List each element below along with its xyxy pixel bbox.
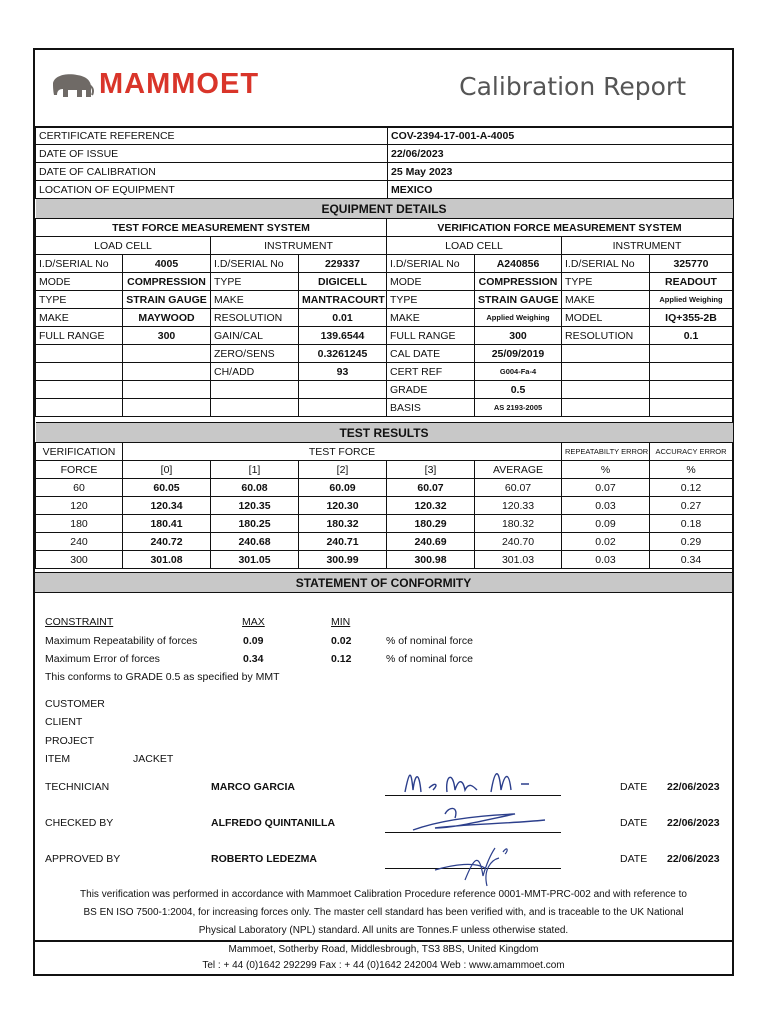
equipment-label: GRADE (387, 381, 475, 399)
equipment-label: MODEL (562, 309, 650, 327)
approved-date: 22/06/2023 (667, 853, 720, 865)
approved-date-label: DATE (620, 853, 648, 865)
test-force-column-header: [3] (387, 461, 475, 479)
equipment-value: MANTRACOURT (299, 291, 387, 309)
load-cell-header: LOAD CELL (387, 237, 562, 255)
test-result-cell: 301.05 (211, 551, 299, 569)
equipment-label: FULL RANGE (36, 327, 123, 345)
test-result-row (36, 515, 733, 533)
test-result-row (36, 533, 733, 551)
equipment-label: CAL DATE (387, 345, 475, 363)
equipment-label (36, 345, 123, 363)
test-force-column-header: AVERAGE (475, 461, 562, 479)
equipment-value: Applied Weighing (475, 309, 562, 327)
procedure-note-line-2: BS EN ISO 7500-1:2004, for increasing forces only. The master cell standard has been verified with, and is traceable to the UK National (83, 907, 684, 918)
test-result-cell: 120.35 (211, 497, 299, 515)
accuracy-percent-header: % (650, 461, 733, 479)
test-force-header: TEST FORCE (123, 443, 562, 461)
equipment-label: MODE (36, 273, 123, 291)
test-result-cell: 301.03 (475, 551, 562, 569)
conformity-statement: This conforms to GRADE 0.5 as specified by MMT (45, 671, 280, 683)
equipment-value: Applied Weighing (650, 291, 733, 309)
equipment-details-title: EQUIPMENT DETAILS (36, 199, 733, 219)
info-value: COV-2394-17-001-A-4005 (388, 127, 733, 145)
equipment-row (36, 345, 733, 363)
info-value: MEXICO (388, 181, 733, 199)
test-result-cell: 300.99 (299, 551, 387, 569)
instrument-header: INSTRUMENT (211, 237, 387, 255)
info-value: 25 May 2023 (388, 163, 733, 181)
test-result-cell: 120.30 (299, 497, 387, 515)
checked-date-label: DATE (620, 817, 648, 829)
test-result-cell: 300.98 (387, 551, 475, 569)
load-cell-header: LOAD CELL (36, 237, 211, 255)
procedure-note-line-1: This verification was performed in accordance with Mammoet Calibration Procedure reference 0001-MMT-PRC-002 and with reference to (80, 889, 687, 900)
equipment-label: MAKE (562, 291, 650, 309)
item-value: JACKET (133, 753, 174, 765)
equipment-value: READOUT (650, 273, 733, 291)
equipment-value: 300 (123, 327, 211, 345)
test-result-cell: 0.34 (650, 551, 733, 569)
verification-header: VERIFICATION (36, 443, 123, 461)
equipment-value (650, 345, 733, 363)
equipment-value: 0.01 (299, 309, 387, 327)
checked-by-role: CHECKED BY (45, 817, 114, 829)
approved-by-name: ROBERTO LEDEZMA (211, 853, 317, 865)
equipment-value (299, 381, 387, 399)
procedure-note-line-3: Physical Laboratory (NPL) standard. All units are Tonnes.F unless otherwise stated. (198, 925, 569, 936)
equipment-label: I.D/SERIAL No (211, 255, 299, 273)
equipment-label: RESOLUTION (562, 327, 650, 345)
test-force-column-header: [2] (299, 461, 387, 479)
test-result-cell: 120.33 (475, 497, 562, 515)
test-result-cell: 0.18 (650, 515, 733, 533)
test-result-cell: 180.32 (299, 515, 387, 533)
technician-signature (395, 762, 555, 802)
test-result-cell: 240.70 (475, 533, 562, 551)
test-result-cell: 240.71 (299, 533, 387, 551)
info-label: CERTIFICATE REFERENCE (36, 127, 388, 145)
technician-date-label: DATE (620, 781, 648, 793)
verification-force-system-title: VERIFICATION FORCE MEASUREMENT SYSTEM (387, 219, 733, 237)
equipment-label (211, 399, 299, 417)
footer-contact: Tel : + 44 (0)1642 292299 Fax : + 44 (0)1642 242004 Web : www.amammoet.com (202, 960, 565, 971)
equipment-row (36, 273, 733, 291)
procedure-note (35, 886, 732, 940)
instrument-header: INSTRUMENT (562, 237, 733, 255)
info-row (36, 181, 733, 199)
equipment-value: IQ+355-2B (650, 309, 733, 327)
checked-date: 22/06/2023 (667, 817, 720, 829)
equipment-value: MAYWOOD (123, 309, 211, 327)
statement-of-conformity-title: STATEMENT OF CONFORMITY (35, 573, 732, 593)
equipment-row (36, 291, 733, 309)
equipment-value (650, 381, 733, 399)
equipment-row (36, 309, 733, 327)
equipment-value: 300 (475, 327, 562, 345)
test-results-table (35, 422, 733, 569)
equipment-label: I.D/SERIAL No (562, 255, 650, 273)
equipment-row (36, 363, 733, 381)
project-label: PROJECT (45, 735, 95, 747)
test-result-cell: 0.03 (562, 551, 650, 569)
info-label: LOCATION OF EQUIPMENT (36, 181, 388, 199)
equipment-value (299, 399, 387, 417)
test-result-cell: 120.34 (123, 497, 211, 515)
error-unit: % of nominal force (386, 653, 473, 665)
equipment-row (36, 381, 733, 399)
force-header: FORCE (36, 461, 123, 479)
test-result-cell: 0.27 (650, 497, 733, 515)
test-result-cell: 180.25 (211, 515, 299, 533)
test-result-cell: 240.69 (387, 533, 475, 551)
test-result-cell: 60.07 (387, 479, 475, 497)
equipment-value (123, 363, 211, 381)
equipment-label: MAKE (36, 309, 123, 327)
equipment-value: 0.5 (475, 381, 562, 399)
test-result-row (36, 551, 733, 569)
test-result-cell: 120 (36, 497, 123, 515)
equipment-value (123, 399, 211, 417)
item-label: ITEM (45, 753, 71, 765)
equipment-label: I.D/SERIAL No (387, 255, 475, 273)
equipment-label: TYPE (36, 291, 123, 309)
equipment-label: MODE (387, 273, 475, 291)
calibration-report-page (33, 48, 734, 976)
report-footer (35, 940, 732, 978)
test-result-cell: 0.29 (650, 533, 733, 551)
report-title: Calibration Report (459, 72, 686, 101)
checked-signature (405, 802, 565, 836)
equipment-row (36, 255, 733, 273)
equipment-value: 4005 (123, 255, 211, 273)
repeatability-max: 0.09 (243, 635, 264, 647)
test-result-cell: 0.12 (650, 479, 733, 497)
equipment-label: RESOLUTION (211, 309, 299, 327)
test-result-cell: 180.32 (475, 515, 562, 533)
equipment-label (36, 399, 123, 417)
test-result-cell: 180 (36, 515, 123, 533)
equipment-label: MAKE (387, 309, 475, 327)
equipment-label: CERT REF (387, 363, 475, 381)
equipment-value: DIGICELL (299, 273, 387, 291)
info-row (36, 127, 733, 145)
test-results-title: TEST RESULTS (36, 423, 733, 443)
test-result-row (36, 497, 733, 515)
equipment-label: I.D/SERIAL No (36, 255, 123, 273)
customer-label: CUSTOMER (45, 698, 105, 710)
certificate-info-table (35, 126, 733, 199)
equipment-label: ZERO/SENS (211, 345, 299, 363)
test-result-cell: 60.08 (211, 479, 299, 497)
equipment-value (123, 381, 211, 399)
test-result-cell: 180.29 (387, 515, 475, 533)
test-result-cell: 60 (36, 479, 123, 497)
error-label: Maximum Error of forces (45, 653, 160, 665)
repeatability-min: 0.02 (331, 635, 352, 647)
test-result-cell: 300 (36, 551, 123, 569)
approved-by-role: APPROVED BY (45, 853, 121, 865)
technician-name: MARCO GARCIA (211, 781, 295, 793)
test-result-cell: 180.41 (123, 515, 211, 533)
equipment-label (36, 363, 123, 381)
equipment-value (650, 363, 733, 381)
equipment-value: A240856 (475, 255, 562, 273)
min-header: MIN (331, 616, 351, 628)
equipment-label: BASIS (387, 399, 475, 417)
test-result-cell: 240.68 (211, 533, 299, 551)
error-min: 0.12 (331, 653, 352, 665)
error-max: 0.34 (243, 653, 264, 665)
repeatability-percent-header: % (562, 461, 650, 479)
mammoth-icon (49, 71, 95, 99)
equipment-value: 229337 (299, 255, 387, 273)
equipment-label: GAIN/CAL (211, 327, 299, 345)
test-result-cell: 301.08 (123, 551, 211, 569)
test-result-cell: 240.72 (123, 533, 211, 551)
equipment-label (562, 381, 650, 399)
equipment-label (211, 381, 299, 399)
technician-date: 22/06/2023 (667, 781, 720, 793)
repeatability-error-header: REPEATABILTY ERROR (562, 443, 650, 461)
equipment-value: 0.3261245 (299, 345, 387, 363)
equipment-value: COMPRESSION (123, 273, 211, 291)
equipment-value: 25/09/2019 (475, 345, 562, 363)
equipment-value (650, 399, 733, 417)
equipment-value: STRAIN GAUGE (123, 291, 211, 309)
brand-name: MAMMOET (99, 68, 260, 100)
equipment-label: TYPE (562, 273, 650, 291)
test-force-column-header: [1] (211, 461, 299, 479)
report-header (35, 50, 732, 128)
test-result-cell: 120.32 (387, 497, 475, 515)
test-force-column-header: [0] (123, 461, 211, 479)
equipment-label: CH/ADD (211, 363, 299, 381)
info-value: 22/06/2023 (388, 145, 733, 163)
equipment-value: 0.1 (650, 327, 733, 345)
checked-by-name: ALFREDO QUINTANILLA (211, 817, 336, 829)
equipment-label (562, 399, 650, 417)
brand-logo (49, 68, 259, 101)
equipment-label (562, 363, 650, 381)
equipment-value: G004-Fa-4 (475, 363, 562, 381)
test-result-cell: 0.02 (562, 533, 650, 551)
constraint-header: CONSTRAINT (45, 616, 114, 628)
equipment-value: 139.6544 (299, 327, 387, 345)
test-result-cell: 60.09 (299, 479, 387, 497)
equipment-value (123, 345, 211, 363)
equipment-label (36, 381, 123, 399)
technician-role: TECHNICIAN (45, 781, 110, 793)
test-result-cell: 60.05 (123, 479, 211, 497)
test-result-cell: 0.07 (562, 479, 650, 497)
repeatability-label: Maximum Repeatability of forces (45, 635, 198, 647)
approved-signature (425, 840, 535, 890)
equipment-value: AS 2193-2005 (475, 399, 562, 417)
test-result-cell: 0.09 (562, 515, 650, 533)
equipment-details-table (35, 198, 733, 417)
equipment-value: 325770 (650, 255, 733, 273)
test-result-cell: 60.07 (475, 479, 562, 497)
info-label: DATE OF ISSUE (36, 145, 388, 163)
client-label: CLIENT (45, 716, 83, 728)
equipment-label (562, 345, 650, 363)
equipment-value: STRAIN GAUGE (475, 291, 562, 309)
test-result-cell: 240 (36, 533, 123, 551)
test-result-row (36, 479, 733, 497)
repeatability-unit: % of nominal force (386, 635, 473, 647)
equipment-label: TYPE (211, 273, 299, 291)
equipment-label: MAKE (211, 291, 299, 309)
info-row (36, 145, 733, 163)
info-row (36, 163, 733, 181)
equipment-label: TYPE (387, 291, 475, 309)
test-force-system-title: TEST FORCE MEASUREMENT SYSTEM (36, 219, 387, 237)
equipment-value: COMPRESSION (475, 273, 562, 291)
equipment-label: FULL RANGE (387, 327, 475, 345)
info-label: DATE OF CALIBRATION (36, 163, 388, 181)
equipment-row (36, 399, 733, 417)
test-result-cell: 0.03 (562, 497, 650, 515)
equipment-row (36, 327, 733, 345)
max-header: MAX (242, 616, 265, 628)
conformity-band (35, 572, 732, 593)
accuracy-error-header: ACCURACY ERROR (650, 443, 733, 461)
equipment-value: 93 (299, 363, 387, 381)
footer-address: Mammoet, Sotherby Road, Middlesbrough, TS3 8BS, United Kingdom (228, 944, 539, 955)
